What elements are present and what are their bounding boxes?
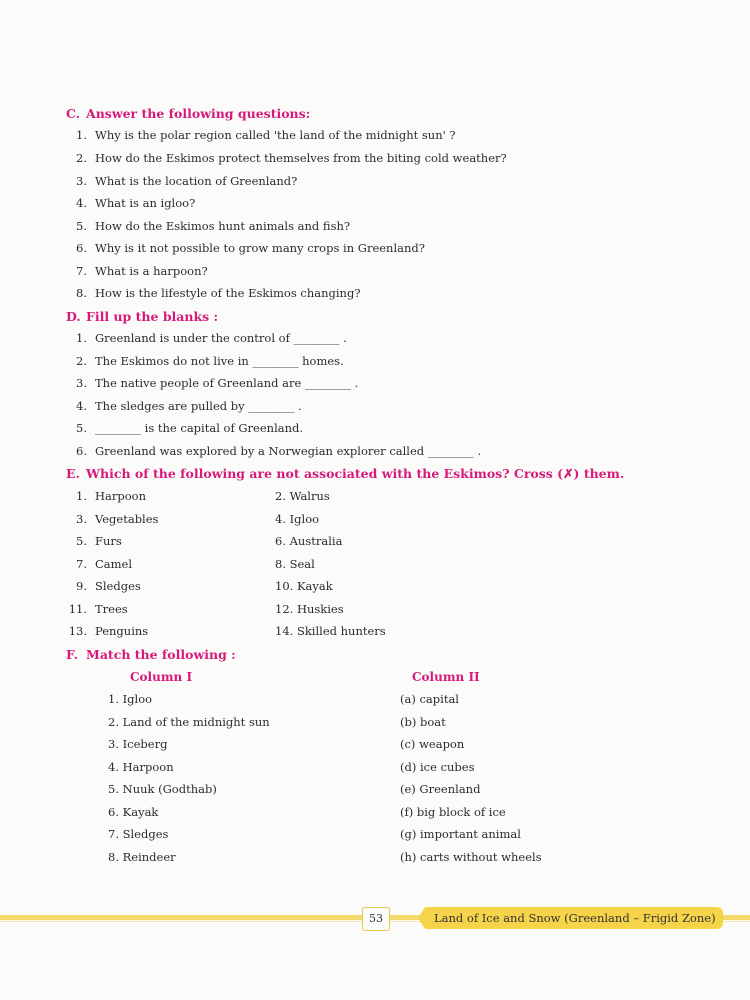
fill-blank-item: 4. The sledges are pulled by ________ . — [76, 399, 302, 413]
match-left-item: 8. Reindeer — [108, 850, 176, 864]
question-item: 5. How do the Eskimos hunt animals and fish? — [76, 219, 351, 233]
section-d-heading: D. Fill up the blanks : — [66, 309, 219, 324]
match-left-item: 6. Kayak — [108, 805, 159, 819]
section-c-heading: C. Answer the following questions: — [66, 106, 311, 121]
column-i-heading: Column I — [130, 670, 193, 684]
section-e-heading: E. Which of the following are not associated with the Eskimos? Cross (✗) them. — [66, 466, 625, 481]
match-right-item: (c) weapon — [400, 737, 465, 751]
match-right-item: (g) important animal — [400, 827, 521, 841]
list-item: 14. Skilled hunters — [275, 624, 386, 638]
fill-blank-item: 2. The Eskimos do not live in ________ homes. — [76, 354, 344, 368]
match-left-item: 2. Land of the midnight sun — [108, 715, 270, 729]
list-item: 2. Walrus — [275, 489, 330, 503]
list-item: 6. Australia — [275, 534, 343, 548]
chapter-title: Land of Ice and Snow (Greenland – Frigid Zone) — [434, 911, 716, 925]
page-number: 53 — [362, 907, 390, 931]
list-item: 13. Penguins — [68, 624, 149, 638]
match-left-item: 7. Sledges — [108, 827, 169, 841]
question-item: 1. Why is the polar region called 'the land of the midnight sun' ? — [76, 128, 456, 142]
question-item: 3. What is the location of Greenland? — [76, 174, 298, 188]
match-left-item: 4. Harpoon — [108, 760, 174, 774]
question-item: 7. What is a harpoon? — [76, 264, 208, 278]
match-right-item: (f) big block of ice — [400, 805, 506, 819]
section-f-heading: F. Match the following : — [66, 647, 236, 662]
chapter-title-tab — [424, 907, 723, 929]
match-right-item: (b) boat — [400, 715, 446, 729]
list-item: 4. Igloo — [275, 512, 320, 526]
match-right-item: (a) capital — [400, 692, 459, 706]
list-item: 9. Sledges — [76, 579, 141, 593]
list-item: 3. Vegetables — [76, 512, 159, 526]
match-right-item: (h) carts without wheels — [400, 850, 542, 864]
column-ii-heading: Column II — [412, 670, 480, 684]
fill-blank-item: 3. The native people of Greenland are ________ . — [76, 376, 359, 390]
list-item: 1. Harpoon — [76, 489, 146, 503]
list-item: 10. Kayak — [275, 579, 333, 593]
list-item: 8. Seal — [275, 557, 315, 571]
question-item: 6. Why is it not possible to grow many crops in Greenland? — [76, 241, 425, 255]
match-left-item: 3. Iceberg — [108, 737, 168, 751]
list-item: 7. Camel — [76, 557, 133, 571]
match-left-item: 1. Igloo — [108, 692, 153, 706]
match-right-item: (d) ice cubes — [400, 760, 475, 774]
fill-blank-item: 1. Greenland is under the control of ________ . — [76, 331, 347, 345]
question-item: 2. How do the Eskimos protect themselves from the biting cold weather? — [76, 151, 507, 165]
list-item: 11. Trees — [68, 602, 128, 616]
question-item: 4. What is an igloo? — [76, 196, 196, 210]
match-right-item: (e) Greenland — [400, 782, 481, 796]
match-left-item: 5. Nuuk (Godthab) — [108, 782, 217, 796]
list-item: 5. Furs — [76, 534, 122, 548]
list-item: 12. Huskies — [275, 602, 344, 616]
fill-blank-item: 6. Greenland was explored by a Norwegian explorer called ________ . — [76, 444, 482, 458]
chevron-left-icon — [418, 907, 425, 929]
fill-blank-item: 5. ________ is the capital of Greenland. — [76, 421, 304, 435]
question-item: 8. How is the lifestyle of the Eskimos changing? — [76, 286, 361, 300]
